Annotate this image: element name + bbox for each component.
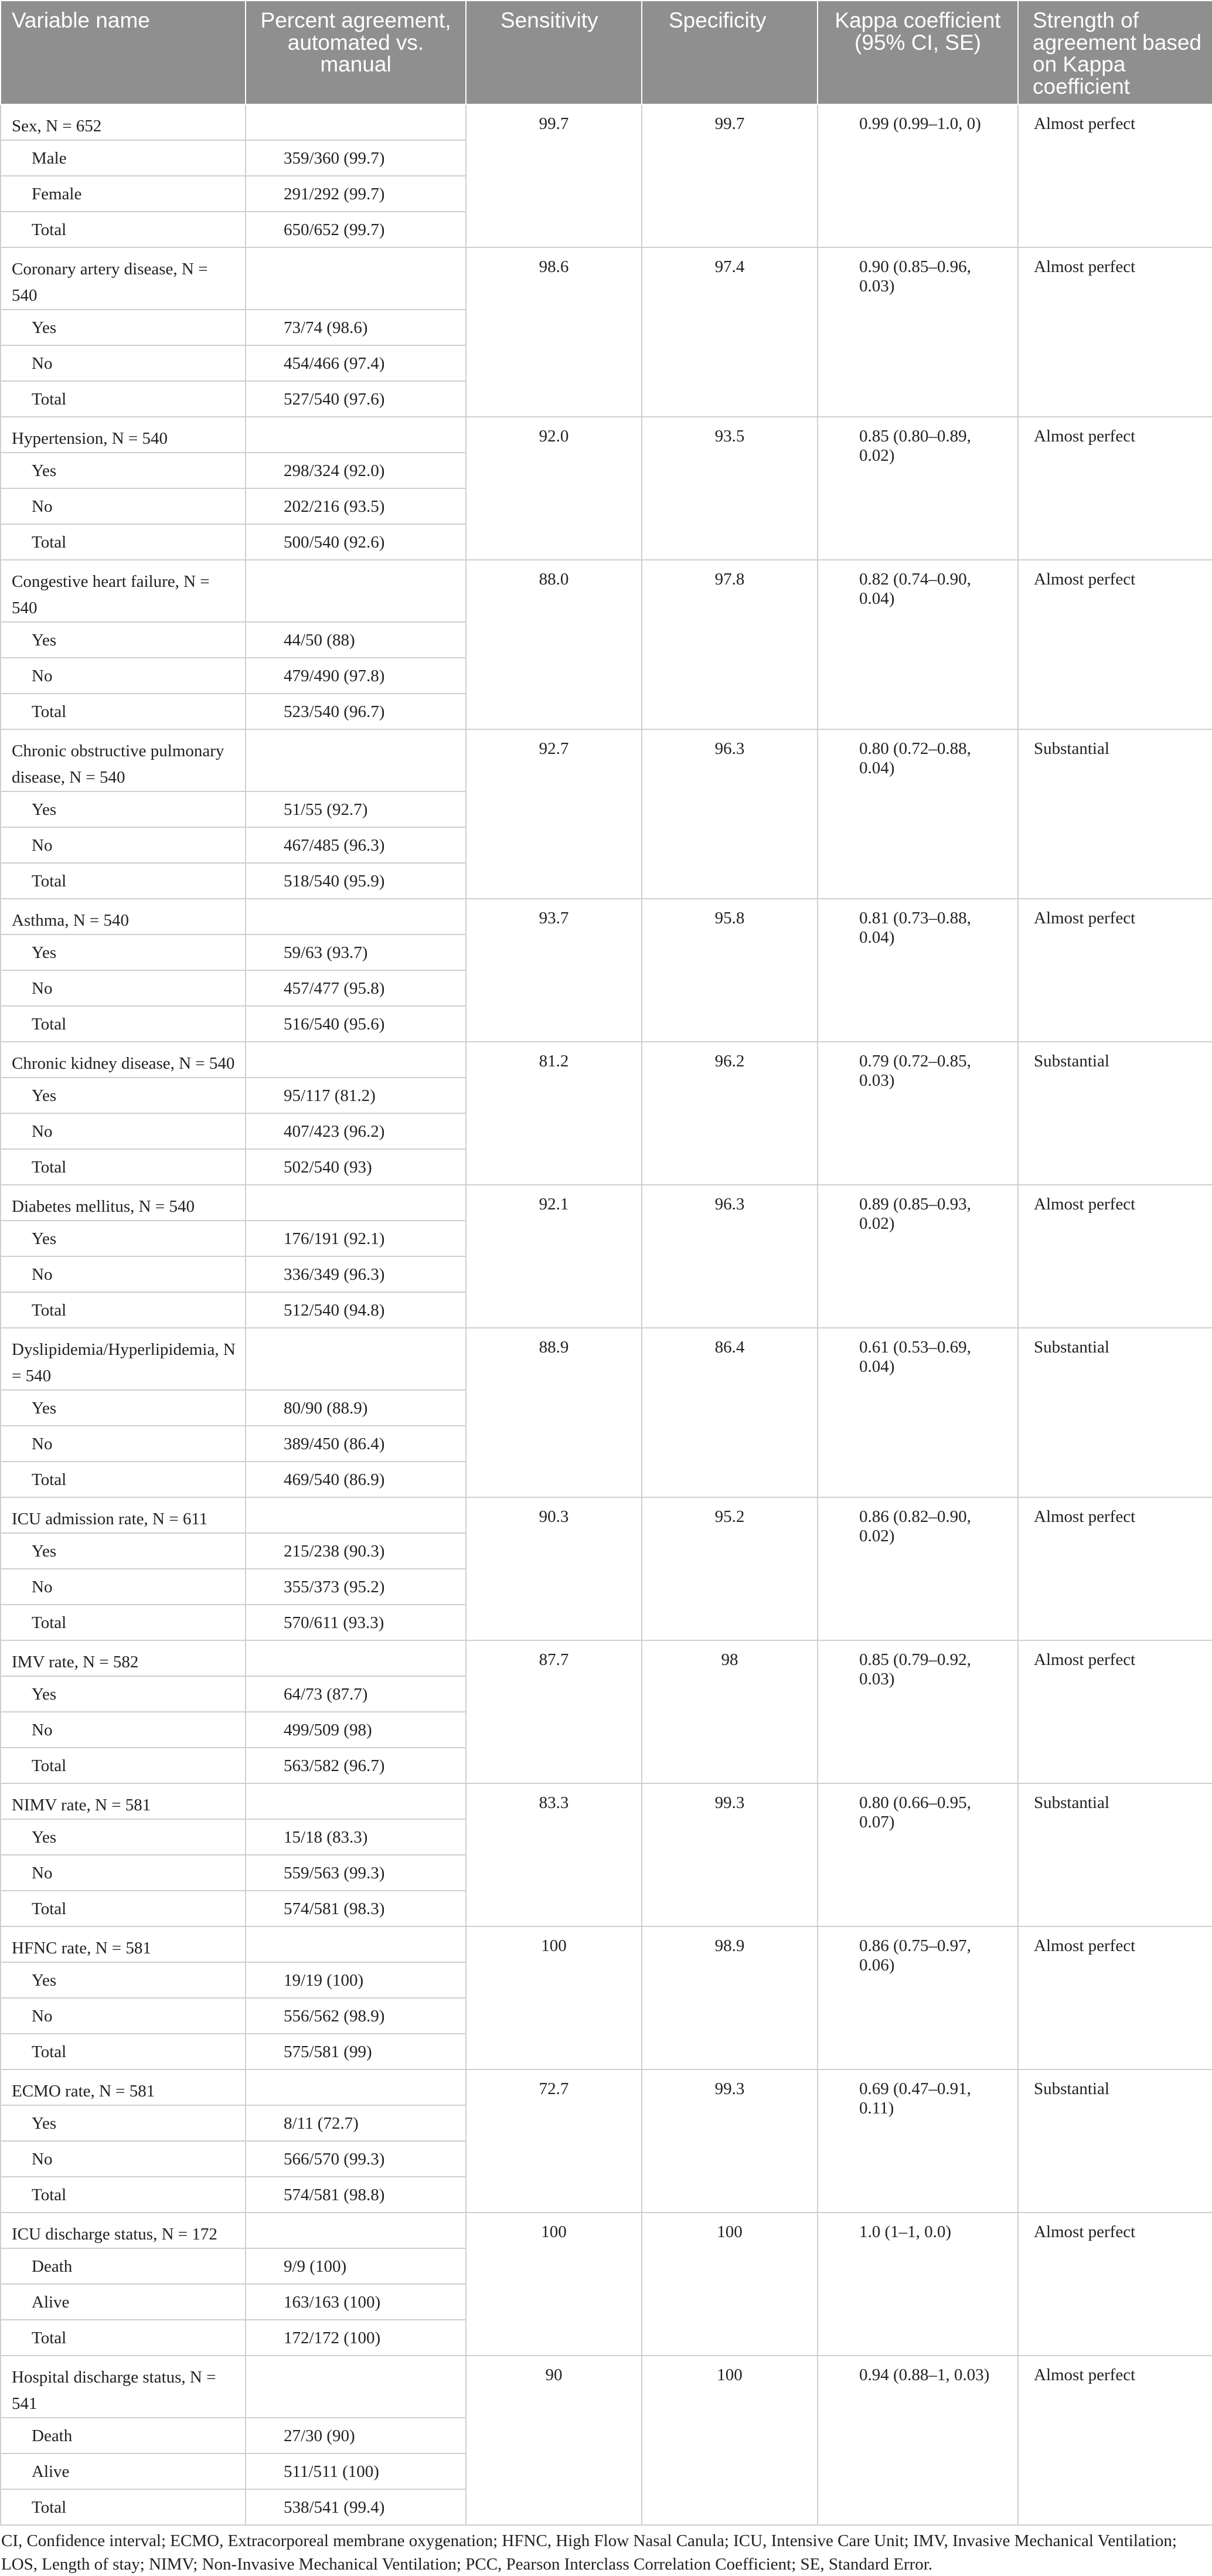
group-header-row [1,899,1212,934]
sensitivity-cell: 100 [466,2213,642,2356]
group-blank-cell [246,1042,466,1078]
table-footnote: CI, Confidence interval; ECMO, Extracorporeal membrane oxygenation; HFNC, High Flow Nasal Canula; ICU, Intensive Care Unit; IMV, Invasive Mechanical Ventilation; LOS, Length of stay; NIMV; Non-Invasive Mechanical Ventilation; PCC, Pearson Interclass Correlation Coefficient; SE, Standard Error. [1,2531,1177,2574]
kappa-cell: 0.79 (0.72–0.85, 0.03) [818,1042,1018,1185]
percent-agreement-cell: 457/477 (95.8) [246,970,466,1006]
strength-cell: Substantial [1018,2069,1212,2213]
strength-cell: Almost perfect [1018,2356,1212,2525]
category-label: No [1,1569,246,1605]
category-label: Total [1,2034,246,2069]
strength-cell: Almost perfect [1018,247,1212,417]
strength-cell: Almost perfect [1018,1926,1212,2069]
percent-agreement-cell: 359/360 (99.7) [246,140,466,176]
group-variable-name: Sex, N = 652 [1,104,246,140]
specificity-cell: 99.7 [642,104,818,247]
sensitivity-cell: 87.7 [466,1640,642,1783]
sensitivity-cell: 90.3 [466,1497,642,1640]
kappa-cell: 1.0 (1–1, 0.0) [818,2213,1018,2356]
table-header-row [1,1,1212,104]
sensitivity-cell: 92.1 [466,1185,642,1328]
strength-cell: Substantial [1018,1328,1212,1497]
strength-cell: Substantial [1018,729,1212,899]
header-percent-agreement: Percent agreement, automated vs. manual [246,1,466,104]
category-label: Total [1,863,246,899]
group-header-row [1,1042,1212,1078]
percent-agreement-cell: 95/117 (81.2) [246,1078,466,1113]
group-blank-cell [246,104,466,140]
category-label: Yes [1,1221,246,1256]
sensitivity-cell: 100 [466,1926,642,2069]
percent-agreement-cell: 469/540 (86.9) [246,1462,466,1497]
percent-agreement-cell: 19/19 (100) [246,1962,466,1998]
specificity-cell: 98.9 [642,1926,818,2069]
percent-agreement-cell: 479/490 (97.8) [246,658,466,694]
percent-agreement-cell: 407/423 (96.2) [246,1113,466,1149]
percent-agreement-cell: 512/540 (94.8) [246,1292,466,1328]
category-label: No [1,1256,246,1292]
category-label: No [1,970,246,1006]
sensitivity-cell: 90 [466,2356,642,2525]
group-blank-cell [246,729,466,791]
category-label: No [1,488,246,524]
kappa-cell: 0.82 (0.74–0.90, 0.04) [818,560,1018,729]
group-header-row [1,1783,1212,1819]
group-variable-name: NIMV rate, N = 581 [1,1783,246,1819]
group-header-row [1,247,1212,310]
group-variable-name: Hypertension, N = 540 [1,417,246,453]
category-label: Alive [1,2284,246,2320]
group-blank-cell [246,2213,466,2248]
group-blank-cell [246,1783,466,1819]
percent-agreement-cell: 574/581 (98.3) [246,1891,466,1926]
percent-agreement-cell: 563/582 (96.7) [246,1748,466,1783]
percent-agreement-cell: 511/511 (100) [246,2453,466,2489]
group-blank-cell [246,1497,466,1533]
category-label: No [1,1855,246,1891]
percent-agreement-cell: 559/563 (99.3) [246,1855,466,1891]
category-label: Total [1,2489,246,2525]
category-label: Yes [1,934,246,970]
specificity-cell: 96.3 [642,729,818,899]
specificity-cell: 99.3 [642,1783,818,1926]
group-variable-name: HFNC rate, N = 581 [1,1926,246,1962]
percent-agreement-cell: 15/18 (83.3) [246,1819,466,1855]
kappa-cell: 0.86 (0.75–0.97, 0.06) [818,1926,1018,2069]
group-variable-name: Diabetes mellitus, N = 540 [1,1185,246,1221]
specificity-cell: 95.2 [642,1497,818,1640]
kappa-cell: 0.80 (0.66–0.95, 0.07) [818,1783,1018,1926]
group-blank-cell [246,1640,466,1676]
sensitivity-cell: 99.7 [466,104,642,247]
kappa-cell: 0.81 (0.73–0.88, 0.04) [818,899,1018,1042]
strength-cell: Almost perfect [1018,1640,1212,1783]
category-label: Death [1,2248,246,2284]
percent-agreement-cell: 499/509 (98) [246,1712,466,1748]
group-blank-cell [246,2356,466,2418]
percent-agreement-cell: 172/172 (100) [246,2320,466,2356]
strength-cell: Almost perfect [1018,2213,1212,2356]
strength-cell: Almost perfect [1018,104,1212,247]
category-label: No [1,1998,246,2034]
group-header-row [1,1185,1212,1221]
category-label: Total [1,1149,246,1185]
category-label: Death [1,2418,246,2453]
specificity-cell: 96.2 [642,1042,818,1185]
group-variable-name: Hospital discharge status, N = 541 [1,2356,246,2418]
group-header-row [1,1926,1212,1962]
sensitivity-cell: 72.7 [466,2069,642,2213]
group-blank-cell [246,1926,466,1962]
percent-agreement-cell: 570/611 (93.3) [246,1605,466,1640]
percent-agreement-cell: 176/191 (92.1) [246,1221,466,1256]
header-sensitivity: Sensitivity [466,1,642,104]
percent-agreement-cell: 467/485 (96.3) [246,827,466,863]
group-header-row [1,1328,1212,1390]
percent-agreement-cell: 502/540 (93) [246,1149,466,1185]
sensitivity-cell: 88.0 [466,560,642,729]
sensitivity-cell: 93.7 [466,899,642,1042]
kappa-cell: 0.85 (0.80–0.89, 0.02) [818,417,1018,560]
percent-agreement-cell: 566/570 (99.3) [246,2141,466,2177]
group-header-row [1,2069,1212,2105]
category-label: Total [1,1891,246,1926]
category-label: Yes [1,1962,246,1998]
specificity-cell: 100 [642,2213,818,2356]
sensitivity-cell: 83.3 [466,1783,642,1926]
group-variable-name: IMV rate, N = 582 [1,1640,246,1676]
sensitivity-cell: 98.6 [466,247,642,417]
percent-agreement-cell: 291/292 (99.7) [246,176,466,212]
percent-agreement-cell: 64/73 (87.7) [246,1676,466,1712]
percent-agreement-cell: 575/581 (99) [246,2034,466,2069]
category-label: Total [1,1006,246,1042]
category-label: Total [1,1605,246,1640]
category-label: No [1,1712,246,1748]
header-specificity: Specificity [642,1,818,104]
group-variable-name: Congestive heart failure, N = 540 [1,560,246,622]
category-label: Total [1,2320,246,2356]
strength-cell: Substantial [1018,1042,1212,1185]
percent-agreement-cell: 389/450 (86.4) [246,1426,466,1462]
category-label: Yes [1,1533,246,1569]
specificity-cell: 97.8 [642,560,818,729]
category-label: Total [1,1748,246,1783]
percent-agreement-cell: 73/74 (98.6) [246,310,466,345]
group-variable-name: ICU admission rate, N = 611 [1,1497,246,1533]
kappa-cell: 0.80 (0.72–0.88, 0.04) [818,729,1018,899]
percent-agreement-cell: 556/562 (98.9) [246,1998,466,2034]
kappa-cell: 0.94 (0.88–1, 0.03) [818,2356,1018,2525]
specificity-cell: 97.4 [642,247,818,417]
kappa-cell: 0.99 (0.99–1.0, 0) [818,104,1018,247]
strength-cell: Almost perfect [1018,899,1212,1042]
group-blank-cell [246,417,466,453]
percent-agreement-cell: 574/581 (98.8) [246,2177,466,2213]
group-variable-name: ECMO rate, N = 581 [1,2069,246,2105]
percent-agreement-cell: 454/466 (97.4) [246,345,466,381]
kappa-cell: 0.69 (0.47–0.91, 0.11) [818,2069,1018,2213]
category-label: Yes [1,791,246,827]
percent-agreement-cell: 80/90 (88.9) [246,1390,466,1426]
specificity-cell: 93.5 [642,417,818,560]
percent-agreement-cell: 500/540 (92.6) [246,524,466,560]
category-label: No [1,345,246,381]
category-label: No [1,658,246,694]
percent-agreement-cell: 355/373 (95.2) [246,1569,466,1605]
category-label: Alive [1,2453,246,2489]
strength-cell: Almost perfect [1018,1497,1212,1640]
percent-agreement-cell: 27/30 (90) [246,2418,466,2453]
percent-agreement-cell: 336/349 (96.3) [246,1256,466,1292]
group-blank-cell [246,1185,466,1221]
sensitivity-cell: 88.9 [466,1328,642,1497]
category-label: No [1,2141,246,2177]
category-label: Total [1,212,246,247]
percent-agreement-cell: 518/540 (95.9) [246,863,466,899]
header-kappa: Kappa coefficient (95% CI, SE) [818,1,1018,104]
category-label: Total [1,524,246,560]
kappa-cell: 0.89 (0.85–0.93, 0.02) [818,1185,1018,1328]
category-label: Yes [1,310,246,345]
percent-agreement-cell: 9/9 (100) [246,2248,466,2284]
percent-agreement-cell: 650/652 (99.7) [246,212,466,247]
category-label: Total [1,381,246,417]
percent-agreement-cell: 298/324 (92.0) [246,453,466,488]
percent-agreement-cell: 202/216 (93.5) [246,488,466,524]
strength-cell: Substantial [1018,1783,1212,1926]
category-label: Yes [1,1078,246,1113]
group-blank-cell [246,899,466,934]
percent-agreement-cell: 8/11 (72.7) [246,2105,466,2141]
group-variable-name: Dyslipidemia/Hyperlipidemia, N = 540 [1,1328,246,1390]
group-header-row [1,1640,1212,1676]
group-variable-name: Chronic kidney disease, N = 540 [1,1042,246,1078]
percent-agreement-cell: 163/163 (100) [246,2284,466,2320]
group-header-row [1,2356,1212,2418]
percent-agreement-cell: 51/55 (92.7) [246,791,466,827]
category-label: Total [1,1462,246,1497]
percent-agreement-cell: 516/540 (95.6) [246,1006,466,1042]
kappa-cell: 0.61 (0.53–0.69, 0.04) [818,1328,1018,1497]
category-label: No [1,827,246,863]
category-label: Female [1,176,246,212]
percent-agreement-cell: 44/50 (88) [246,622,466,658]
percent-agreement-cell: 215/238 (90.3) [246,1533,466,1569]
group-blank-cell [246,247,466,310]
category-label: Total [1,1292,246,1328]
group-variable-name: Chronic obstructive pulmonary disease, N = 540 [1,729,246,791]
category-label: Yes [1,622,246,658]
category-label: Male [1,140,246,176]
specificity-cell: 98 [642,1640,818,1783]
specificity-cell: 99.3 [642,2069,818,2213]
group-header-row [1,417,1212,453]
sensitivity-cell: 81.2 [466,1042,642,1185]
category-label: Total [1,694,246,729]
percent-agreement-cell: 523/540 (96.7) [246,694,466,729]
header-strength: Strength of agreement based on Kappa coefficient [1018,1,1212,104]
sensitivity-cell: 92.7 [466,729,642,899]
sensitivity-cell: 92.0 [466,417,642,560]
kappa-cell: 0.86 (0.82–0.90, 0.02) [818,1497,1018,1640]
group-header-row [1,729,1212,791]
header-variable-name: Variable name [1,1,246,104]
group-blank-cell [246,1328,466,1390]
category-label: Yes [1,2105,246,2141]
strength-cell: Almost perfect [1018,417,1212,560]
category-label: Yes [1,1676,246,1712]
specificity-cell: 100 [642,2356,818,2525]
group-header-row [1,2213,1212,2248]
category-label: Total [1,2177,246,2213]
strength-cell: Almost perfect [1018,560,1212,729]
group-blank-cell [246,560,466,622]
group-variable-name: Coronary artery disease, N = 540 [1,247,246,310]
category-label: Yes [1,1819,246,1855]
kappa-cell: 0.85 (0.79–0.92, 0.03) [818,1640,1018,1783]
percent-agreement-cell: 538/541 (99.4) [246,2489,466,2525]
group-variable-name: ICU discharge status, N = 172 [1,2213,246,2248]
specificity-cell: 95.8 [642,899,818,1042]
specificity-cell: 96.3 [642,1185,818,1328]
category-label: No [1,1426,246,1462]
percent-agreement-cell: 59/63 (93.7) [246,934,466,970]
group-header-row [1,560,1212,622]
group-header-row [1,104,1212,140]
table-body [1,104,1212,2525]
category-label: No [1,1113,246,1149]
group-variable-name: Asthma, N = 540 [1,899,246,934]
strength-cell: Almost perfect [1018,1185,1212,1328]
category-label: Yes [1,1390,246,1426]
group-blank-cell [246,2069,466,2105]
specificity-cell: 86.4 [642,1328,818,1497]
percent-agreement-cell: 527/540 (97.6) [246,381,466,417]
category-label: Yes [1,453,246,488]
group-header-row [1,1497,1212,1533]
kappa-cell: 0.90 (0.85–0.96, 0.03) [818,247,1018,417]
